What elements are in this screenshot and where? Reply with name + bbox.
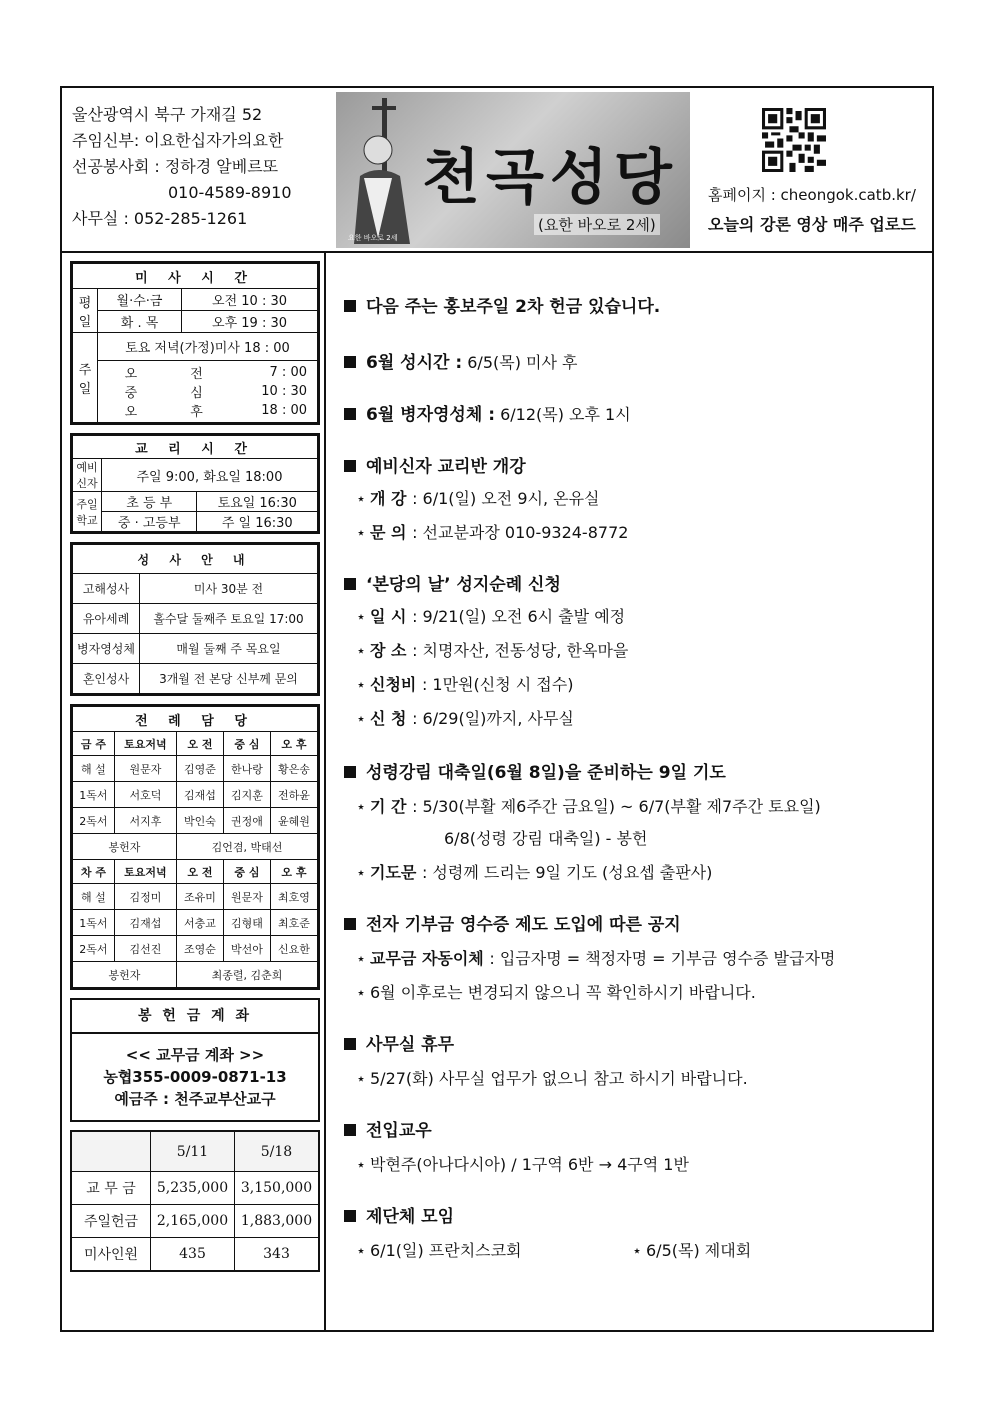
sunday-2-time: 10 : 30: [261, 384, 307, 399]
header-cell: 중 심: [223, 732, 270, 756]
cell: 최호영: [270, 884, 317, 910]
sunday-2-a: 중: [124, 386, 138, 401]
header-cell: 오 후: [270, 732, 317, 756]
item-label: 개 강: [370, 489, 413, 508]
catechism-box: [70, 433, 320, 534]
cell: 신요한: [270, 936, 317, 962]
sacrament-1-info: 미사 30분 전: [140, 574, 318, 604]
patron: (요한 바오로 2세): [534, 214, 660, 235]
account-details: [72, 1034, 318, 1120]
this-week-headers: [73, 732, 318, 756]
cell: 1독서: [73, 910, 115, 936]
cell: 주일헌금: [72, 1205, 151, 1238]
sunday-3-b: 후: [190, 405, 203, 420]
church-name: 천곡성당: [422, 143, 678, 213]
next-week-headers: [73, 860, 318, 884]
cell: 최호준: [270, 910, 317, 936]
cell: 미사인원: [72, 1238, 151, 1271]
catechism-title: 교 리 시 간: [73, 436, 318, 459]
notice-6-item-3: [352, 860, 712, 883]
bulletin-frame: [60, 86, 934, 1332]
cell: 권정애: [223, 808, 270, 834]
sacraments-table: [72, 544, 318, 694]
notice-8-item-1: [352, 1066, 748, 1089]
cell: 박선아: [223, 936, 270, 962]
notice-6-head: 성령강림 대축일(6월 8일)을 준비하는 9일 기도: [366, 763, 726, 783]
item-text: : 성령께 드리는 9일 기도 (성요셉 출판사): [421, 863, 713, 882]
notice-10-item-2: [628, 1238, 751, 1261]
notice-5: [344, 570, 561, 595]
table-row: [73, 808, 318, 834]
cell: 1독서: [73, 782, 115, 808]
school-2-name: 중 · 고등부: [102, 512, 197, 532]
square-bullet-icon: [344, 408, 356, 420]
notice-5-item-3: [352, 672, 573, 695]
notice-3-text: 6/12(목) 오후 1시: [495, 405, 631, 424]
header-cell: 금 주: [73, 732, 115, 756]
header-cell: 오 후: [270, 860, 317, 884]
notice-7-item-2: [352, 980, 756, 1003]
cell: 원문자: [223, 884, 270, 910]
star-bullet-icon: ⋆: [355, 1241, 366, 1260]
notice-7-head: 전자 기부금 영수증 제도 도입에 따른 공지: [366, 915, 681, 935]
notice-1-text: 다음 주는 홍보주일 2차 헌금 있습니다.: [366, 297, 661, 317]
account-box: [70, 998, 320, 1122]
notice-2-text: 6/5(목) 미사 후: [462, 353, 578, 372]
cell: 김재섭: [114, 910, 176, 936]
header-cell: 차 주: [73, 860, 115, 884]
cell: 김지훈: [223, 782, 270, 808]
weekday-days-1: 월·수·금: [98, 289, 182, 311]
cell: 윤혜원: [270, 808, 317, 834]
cell: 김형태: [223, 910, 270, 936]
square-bullet-icon: [344, 578, 356, 590]
pastor: 주임신부: 이요한십자가의요한: [72, 131, 284, 150]
notice-5-item-1: [352, 604, 625, 627]
school-1-name: 초 등 부: [102, 492, 197, 512]
finance-box: [70, 1130, 320, 1272]
offering-names: 김언겸, 박태선: [176, 834, 317, 860]
square-bullet-icon: [344, 300, 356, 312]
school-1-time: 토요일 16:30: [197, 492, 318, 512]
notice-4-head: 예비신자 교리반 개강: [366, 457, 526, 477]
sacraments-box: [70, 542, 320, 696]
table-row: [73, 782, 318, 808]
finance-date-2: 5/18: [235, 1132, 319, 1172]
notice-2-head: 6월 성시간 :: [366, 353, 463, 373]
sunday-2-b: 심: [190, 386, 203, 401]
cell: 조유미: [176, 884, 223, 910]
cell: 김재섭: [176, 782, 223, 808]
star-bullet-icon: ⋆: [355, 1155, 366, 1174]
notice-9: [344, 1116, 432, 1141]
header-cell: 오 전: [176, 860, 223, 884]
catechumen-time: 주일 9:00, 화요일 18:00: [102, 459, 318, 492]
item-text: 6/8(성령 강림 대축일) - 봉헌: [444, 829, 648, 848]
sunday-label: 주일: [73, 333, 98, 423]
item-text: 5/27(화) 사무실 업무가 없으니 참고 하시기 바랍니다.: [370, 1069, 748, 1088]
square-bullet-icon: [344, 356, 356, 368]
council-phone: 010-4589-8910: [168, 183, 292, 202]
sacrament-3-info: 매월 둘째 주 목요일: [140, 634, 318, 664]
notice-4-item-1: [352, 486, 600, 509]
cell: 박인숙: [176, 808, 223, 834]
cell: 김정미: [114, 884, 176, 910]
star-bullet-icon: ⋆: [355, 863, 366, 882]
council: 선공봉사회 : 정하경 알베르또: [72, 157, 279, 176]
offering-label: 봉헌자: [73, 962, 177, 988]
cell: 조영순: [176, 936, 223, 962]
sunday-3-time: 18 : 00: [261, 403, 307, 418]
notice-7: [344, 910, 681, 935]
finance-table: [71, 1131, 319, 1271]
star-bullet-icon: ⋆: [355, 709, 366, 728]
pope-illustration: [344, 98, 430, 244]
cell: 3,150,000: [235, 1172, 319, 1205]
liturgy-box: [70, 704, 320, 990]
star-bullet-icon: ⋆: [355, 983, 366, 1002]
cell: 서충교: [176, 910, 223, 936]
item-label: 기도문: [370, 863, 422, 882]
square-bullet-icon: [344, 766, 356, 778]
star-bullet-icon: ⋆: [355, 675, 366, 694]
catechumen-label: 예비신자: [73, 459, 102, 492]
header-cell: 토요저녁: [114, 860, 176, 884]
star-bullet-icon: ⋆: [631, 1241, 642, 1260]
office-phone: 사무실 : 052-285-1261: [72, 209, 248, 228]
table-row: [73, 756, 318, 782]
square-bullet-icon: [344, 1210, 356, 1222]
cell: 원문자: [114, 756, 176, 782]
weekday-time-1: 오전 10 : 30: [182, 289, 318, 311]
cell: 해 설: [73, 756, 115, 782]
item-text: : 6/1(일) 오전 9시, 온유실: [412, 489, 600, 508]
star-bullet-icon: ⋆: [355, 797, 366, 816]
table-row: [73, 936, 318, 962]
star-bullet-icon: ⋆: [355, 641, 366, 660]
cell: 서지후: [114, 808, 176, 834]
item-label: 일 시: [370, 607, 413, 626]
weekday-label: 평일: [73, 289, 98, 333]
cell: 1,883,000: [235, 1205, 319, 1238]
header-cell: 중 심: [223, 860, 270, 884]
notice-6: [344, 758, 726, 783]
item-label: 장 소: [370, 641, 413, 660]
square-bullet-icon: [344, 460, 356, 472]
sunday-times: [98, 363, 317, 420]
notice-9-item-1: [352, 1152, 689, 1175]
account-title: 봉 헌 금 계 좌: [72, 1000, 318, 1034]
offering-label: 봉헌자: [73, 834, 177, 860]
notice-5-item-4: [352, 706, 574, 729]
mass-times-box: [70, 261, 320, 425]
table-row: [73, 834, 318, 860]
item-text: : 5/30(부활 제6주간 금요일) ~ 6/7(부활 제7주간 토요일): [412, 797, 821, 816]
church-info: [72, 102, 292, 232]
sacrament-2-info: 홀수달 둘째주 토요일 17:00: [140, 604, 318, 634]
address: 울산광역시 북구 가재길 52: [72, 105, 263, 124]
cell: 343: [235, 1238, 319, 1271]
item-text: 6/1(일) 프란치스코회: [370, 1241, 522, 1260]
notice-7-item-1: [352, 946, 835, 969]
cell: 해 설: [73, 884, 115, 910]
weekday-time-2: 오후 19 : 30: [182, 311, 318, 333]
item-text: : 6/29(일)까지, 사무실: [412, 709, 574, 728]
church-banner: [336, 92, 690, 248]
table-row: [72, 1172, 319, 1205]
item-label: 기 간: [370, 797, 413, 816]
notice-5-item-2: [352, 638, 628, 661]
notice-9-head: 전입교우: [366, 1121, 432, 1141]
cell: 서호덕: [114, 782, 176, 808]
notice-4: [344, 452, 526, 477]
notice-10: [344, 1202, 454, 1227]
cell: 2독서: [73, 936, 115, 962]
mass-times-table: [72, 263, 318, 423]
square-bullet-icon: [344, 1038, 356, 1050]
notice-3: [344, 400, 631, 425]
star-bullet-icon: ⋆: [355, 607, 366, 626]
left-column: [70, 261, 320, 1280]
sacrament-1-name: 고해성사: [73, 574, 140, 604]
cell: 교 무 금: [72, 1172, 151, 1205]
sunday-1-b: 전: [190, 367, 203, 382]
notice-10-head: 제단체 모임: [366, 1207, 455, 1227]
notice-6-item-2: [444, 826, 647, 849]
item-label: 문 의: [370, 523, 413, 542]
cell: 2,165,000: [151, 1205, 235, 1238]
item-text: : 입금자명 = 책정자명 = 기부금 영수증 발급자명: [489, 949, 836, 968]
header: [62, 88, 932, 253]
cell: 김선진: [114, 936, 176, 962]
finance-date-1: 5/11: [151, 1132, 235, 1172]
table-row: [73, 962, 318, 988]
table-row: [72, 1238, 319, 1271]
item-text: 박현주(아나다시아) / 1구역 6반 → 4구역 1반: [370, 1155, 689, 1174]
liturgy-table: [72, 706, 318, 988]
account-line-1: << 교무금 계좌 >>: [125, 1046, 265, 1064]
star-bullet-icon: ⋆: [355, 523, 366, 542]
cell: 김영준: [176, 756, 223, 782]
sacrament-3-name: 병자영성체: [73, 634, 140, 664]
item-label: 교무금 자동이체: [370, 949, 490, 968]
cell: 황은송: [270, 756, 317, 782]
notice-1: [344, 292, 660, 317]
notice-10-item-1: [352, 1238, 522, 1261]
cell: 전하윤: [270, 782, 317, 808]
notice-4-item-2: [352, 520, 628, 543]
cell: 435: [151, 1238, 235, 1271]
cell: 2독서: [73, 808, 115, 834]
header-cell: 오 전: [176, 732, 223, 756]
sacrament-4-info: 3개월 전 본당 신부께 문의: [140, 664, 318, 694]
offering-names: 최종렬, 김춘희: [176, 962, 317, 988]
account-number: 농협355-0009-0871-13: [103, 1068, 287, 1086]
sacrament-4-name: 혼인성사: [73, 664, 140, 694]
catechism-table: [72, 435, 318, 532]
item-label: 신청비: [370, 675, 422, 694]
sacraments-title: 성 사 안 내: [73, 545, 318, 574]
cell: 5,235,000: [151, 1172, 235, 1205]
table-row: [73, 910, 318, 936]
sunday-3-a: 오: [124, 405, 138, 420]
sunday-1-time: 7 : 00: [269, 365, 307, 380]
item-text: 6월 이후로는 변경되지 않으니 꼭 확인하시기 바랍니다.: [370, 983, 756, 1002]
liturgy-title: 전 례 담 당: [73, 707, 318, 732]
item-text: : 치명자산, 전동성당, 한옥마을: [412, 641, 629, 660]
finance-corner: [72, 1132, 151, 1172]
notice-6-item-1: [352, 794, 821, 817]
table-row: [72, 1205, 319, 1238]
sunday-1-a: 오: [124, 367, 138, 382]
item-label: 신 청: [370, 709, 413, 728]
image-caption: 요한 바오로 2세: [348, 234, 398, 242]
star-bullet-icon: ⋆: [355, 1069, 366, 1088]
table-row: [73, 884, 318, 910]
notice-5-head: ‘본당의 날’ 성지순례 신청: [366, 575, 561, 595]
item-text: : 선교분과장 010-9324-8772: [412, 523, 629, 542]
school-label: 주일학교: [73, 492, 102, 532]
notice-3-head: 6월 병자영성체 :: [366, 405, 495, 425]
item-text: 6/5(목) 제대회: [646, 1241, 752, 1260]
upload-note: 오늘의 강론 영상 매주 업로드: [708, 215, 916, 234]
square-bullet-icon: [344, 1124, 356, 1136]
cell: 한나랑: [223, 756, 270, 782]
notice-8-head: 사무실 휴무: [366, 1035, 455, 1055]
notice-2: [344, 348, 577, 373]
qr-code-icon[interactable]: [762, 108, 826, 172]
item-text: : 1만원(신청 시 접수): [421, 675, 574, 694]
header-cell: 토요저녁: [114, 732, 176, 756]
item-text: : 9/21(일) 오전 6시 출발 예정: [412, 607, 626, 626]
saturday-mass: 토요 저녁(가정)미사 18 : 00: [98, 333, 318, 361]
mass-times-title: 미 사 시 간: [73, 264, 318, 289]
school-2-time: 주 일 16:30: [197, 512, 318, 532]
column-divider: [324, 251, 326, 1330]
notice-8: [344, 1030, 454, 1055]
homepage-link[interactable]: 홈페이지 : cheongok.catb.kr/: [708, 186, 916, 204]
star-bullet-icon: ⋆: [355, 489, 366, 508]
square-bullet-icon: [344, 918, 356, 930]
sacrament-2-name: 유아세례: [73, 604, 140, 634]
star-bullet-icon: ⋆: [355, 949, 366, 968]
weekday-days-2: 화 . 목: [98, 311, 182, 333]
account-holder: 예금주 : 천주교부산교구: [114, 1090, 276, 1108]
